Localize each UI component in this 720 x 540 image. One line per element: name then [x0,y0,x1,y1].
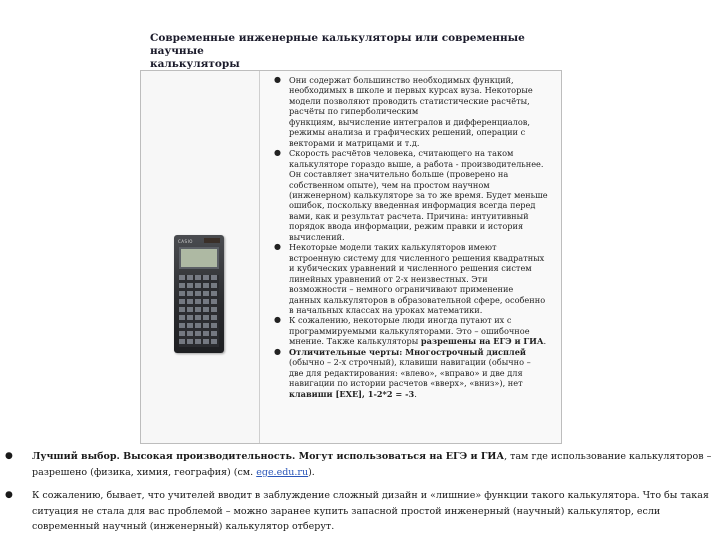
bullet-icon: ● [274,148,281,158]
summary-item-best-choice: ● Лучший выбор. Высокая производительность. Могут использоваться на ЕГЭ и ГИА, там где использование калькуляторов – разрешено (физика, химия, география) (см. ege.edu.ru). [5,451,712,478]
features-text-cell [271,75,556,399]
features-list [271,75,556,399]
solar-panel [204,238,220,243]
bullet-icon: ● [274,315,281,325]
bullet-icon: ● [274,346,281,356]
feature-item: ● Они содержат большинство необходимых функций, необходимых в школе и первых курсах вуза. Некоторые модели позволяют проводить статистические расчёты, расчёты по гиперболическим функциям, вычисление интегралов и дифференциалов, режимы анализа и графических решений, операции с векторами и матрицами и т.д. [274,75,533,148]
title-line: Современные инженерные калькуляторы или современные научные [150,32,525,57]
calculator-icon [174,235,224,353]
ege-link[interactable]: ege.edu.ru [256,466,309,478]
calculator-image-cell [141,71,260,443]
summary-list [0,449,720,535]
info-table [140,70,562,444]
feature-item: ● Некоторые модели таких калькуляторов имеют встроенную систему для численного решения квадратных и кубических уравнений и численного решения систем линейных уравнений от 2-х неизвестных. Эти возможности – немного ограничивают применение данных калькуляторов в образовательной сфере, особенно в начальных классах на уроках математики. [274,242,546,315]
feature-item: ● Скорость расчётов человека, считающего на таком калькуляторе гораздо выше, а работа - производительнее. Он составляет значительно больше (проверено на собственном опыте), чем на простом научном (инженерном) калькуляторе за то же время. Будет меньше ошибок, поскольку введенная информация всегда перед вами, как и результат расчета. Причина: интуитивный порядок ввода информации, режим правки и история вычислений. [274,148,548,242]
calculator-screen [179,247,219,269]
calculator-brand: CASIO [178,239,193,244]
bullet-icon: ● [274,75,281,84]
feature-item: ● Отличительные черты: Многострочный дисплей (обычно – 2-х строчный), клавиши навигации (обычно – две для редактирования: «влево», «вправо» и две для навигации по истории расчетов «вверх», «вниз»), нет клавиши [EXE], 1-2*2 = -3. [274,346,531,399]
scanned-document-image [140,28,565,446]
summary-item-warning: ● К сожалению, бывает, что учителей вводит в заблуждение сложный дизайн и «лишние» функции такого калькулятора. Что бы такая ситуация не стала для вас проблемой – можно заранее купить запасной простой инженерный (научный) калькулятор, если современный научный (инженерный) калькулятор отберут. [5,490,709,532]
bullet-icon: ● [5,451,13,461]
bullet-icon: ● [5,490,13,500]
title-line: калькуляторы [150,58,240,70]
document-title [150,32,540,71]
feature-item: ● К сожалению, некоторые люди иногда путают их с программируемыми калькуляторами. Это – ошибочное мнение. Также калькуляторы разрешены на ЕГЭ и ГИА. [274,315,547,347]
bullet-icon: ● [274,242,281,252]
